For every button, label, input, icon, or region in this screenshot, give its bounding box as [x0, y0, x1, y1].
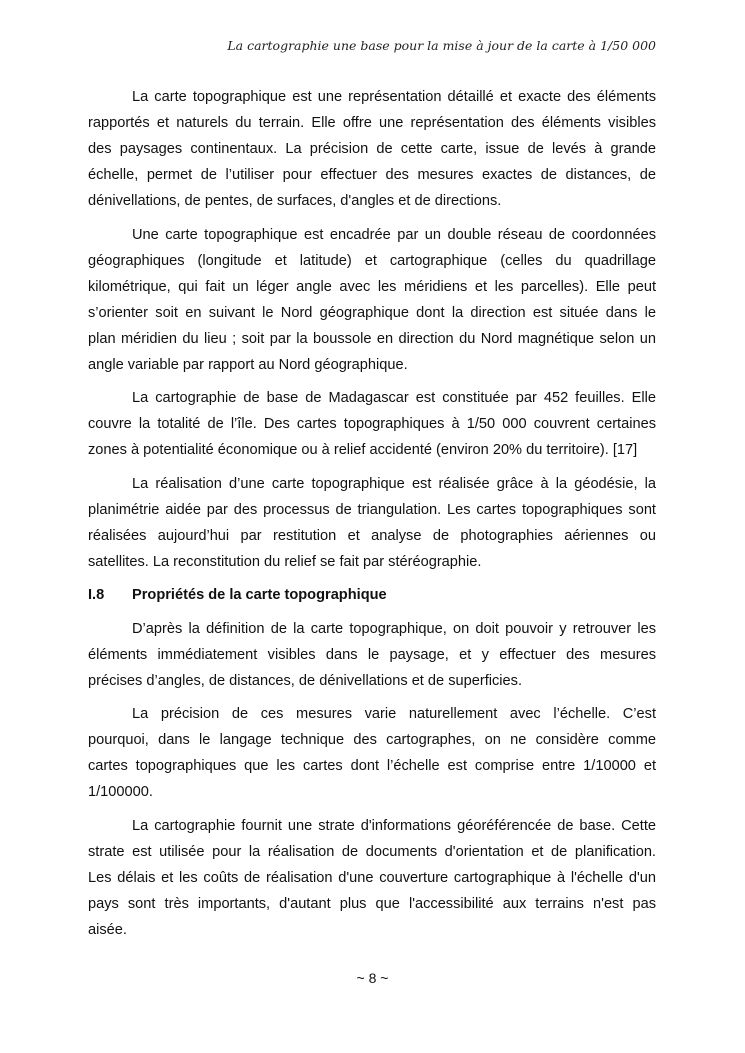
paragraphs-after-section: [88, 616, 656, 943]
text-line: dénivellations, de pentes, de surfaces, d'angles et de directions.: [88, 193, 502, 209]
paragraph: [88, 222, 656, 378]
text-line: échelle, permet de l’utiliser pour effectuer des mesures exactes de distances, de: [88, 167, 656, 183]
text-line: La cartographie fournit une strate d'informations géoréférencée de base. Cette: [132, 817, 656, 834]
text-line: La cartographie de base de Madagascar est constituée par 452 feuilles. Elle: [132, 390, 656, 406]
paragraph: [88, 701, 656, 805]
section-title: Propriétés de la carte topographique: [132, 587, 387, 603]
text-line: éléments immédiatement visibles dans le paysage, et y effectuer des mesures: [88, 646, 656, 663]
page-body: [88, 84, 656, 950]
text-line: La réalisation d’une carte topographique est réalisée grâce à la géodésie, la: [132, 475, 656, 492]
text-line: La carte topographique est une représentation détaillé et exacte des éléments: [132, 89, 656, 105]
text-line: satellites. La reconstitution du relief se fait par stéréographie.: [88, 553, 482, 570]
running-header: La cartographie une base pour la mise à jour de la carte à 1/50 000: [227, 38, 656, 53]
text-line: angle variable par rapport au Nord géographique.: [88, 356, 408, 373]
text-line: planimétrie aidée par des processus de triangulation. Les cartes topographiques sont: [88, 501, 656, 518]
text-line: zones à potentialité économique ou à relief accidenté (environ 20% du territoire). [17]: [88, 442, 638, 458]
text-line: 1/100000.: [88, 784, 153, 800]
text-line: rapportés et naturels du terrain. Elle offre une représentation des éléments visibles: [88, 115, 656, 131]
text-line: cartes topographiques que les cartes dont l’échelle est comprise entre 1/10000 et: [88, 758, 656, 774]
text-line: La précision de ces mesures varie naturellement avec l’échelle. C’est: [132, 706, 656, 722]
text-line: aisée.: [88, 921, 127, 938]
text-line: plan méridien du lieu ; soit par la boussole en direction du Nord magnétique selon un: [88, 330, 656, 347]
text-line: réalisées aujourd’hui par restitution et analyse de photographies aériennes ou: [88, 527, 656, 544]
paragraph: [88, 616, 656, 694]
text-line: s’orienter soit en suivant le Nord géographique dont la direction est située dans le: [88, 304, 656, 321]
text-line: précises d’angles, de distances, de dénivellations et de superficies.: [88, 672, 523, 689]
text-line: couvre la totalité de l’île. Des cartes topographiques à 1/50 000 couvrent certaines: [88, 416, 656, 432]
text-line: strate est utilisée pour la réalisation de documents d'orientation et de planification.: [88, 843, 656, 860]
paragraph: [88, 385, 656, 463]
paragraphs-before-section: [88, 84, 656, 575]
text-line: D’après la définition de la carte topographique, on doit pouvoir y retrouver les: [132, 620, 656, 637]
text-line: Les délais et les coûts de réalisation d'une couverture cartographique à l'échelle d'un: [88, 869, 656, 886]
paragraph: [88, 84, 656, 214]
text-line: pays sont très importants, d'autant plus que l'accessibilité aux terrains n'est pas: [88, 895, 656, 912]
text-line: Une carte topographique est encadrée par un double réseau de coordonnées: [132, 226, 656, 243]
text-line: des paysages continentaux. La précision de cette carte, issue de levés à grande: [88, 141, 656, 157]
text-line: pourquoi, dans le langage technique des cartographes, on ne considère comme: [88, 732, 656, 748]
paragraph: [88, 813, 656, 943]
page-number: ~ 8 ~: [356, 970, 389, 986]
section-number: I.8: [88, 587, 105, 603]
text-line: kilométrique, qui fait un léger angle avec les méridiens et les parcelles). Elle peut: [88, 278, 656, 295]
paragraph: [88, 471, 656, 575]
text-line: géographiques (longitude et latitude) et cartographique (celles du quadrillage: [88, 252, 656, 269]
section-heading: [88, 582, 656, 608]
